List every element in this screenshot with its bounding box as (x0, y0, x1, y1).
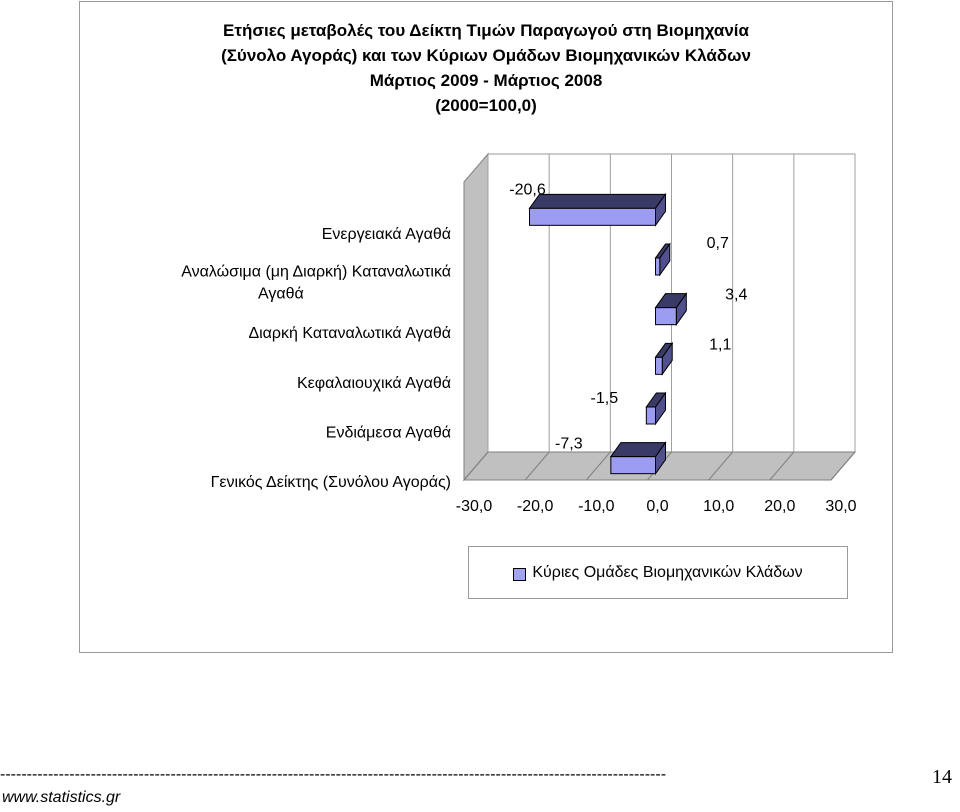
category-label: Αναλώσιμα (μη Διαρκή) Καταναλωτικά (181, 263, 451, 281)
x-tick-label: 10,0 (703, 498, 735, 515)
title-line-2: (Σύνολο Αγοράς) και των Κύριων Ομάδων Βιομηχανικών Κλάδων (221, 46, 751, 65)
bar-top (529, 194, 665, 208)
category-label: Γενικός Δείκτης (Συνόλου Αγοράς) (210, 474, 451, 492)
x-tick-label: 20,0 (764, 498, 796, 515)
page-number: 14 (932, 766, 952, 788)
bar (611, 457, 656, 474)
bar (646, 407, 655, 424)
bar (529, 208, 655, 225)
x-tick-label: 30,0 (825, 498, 857, 515)
bar (656, 258, 660, 275)
title-line-4: (2000=100,0) (435, 96, 537, 115)
category-label: Ενδιάμεσα Αγαθά (325, 424, 451, 442)
x-tick-label: -10,0 (578, 498, 615, 515)
x-tick-label: -30,0 (455, 498, 493, 515)
footer-rule: ----------------------------------------------------------------------------------------------------------------------------- (0, 766, 667, 783)
data-label: 1,1 (709, 336, 732, 354)
legend-swatch (513, 568, 526, 581)
category-label: Αγαθά (258, 285, 304, 303)
category-label: Ενεργειακά Αγαθά (321, 225, 451, 243)
x-tick-label: 0,0 (646, 498, 669, 515)
site-url: www.statistics.gr (2, 789, 121, 806)
data-label: 3,4 (725, 286, 748, 304)
category-label: Διαρκή Καταναλωτικά Αγαθά (248, 325, 451, 343)
data-label: -7,3 (555, 435, 583, 453)
legend (468, 546, 848, 599)
title-line-3: Μάρτιος 2009 - Μάρτιος 2008 (369, 71, 603, 90)
category-label: Κεφαλαιουχικά Αγαθά (297, 374, 451, 392)
data-label: -1,5 (590, 390, 619, 407)
bar (656, 308, 677, 325)
chart-side-wall (464, 154, 488, 480)
data-label: 0,7 (706, 235, 729, 252)
bar (656, 357, 663, 374)
x-tick-label: -20,0 (516, 498, 554, 515)
data-label: -20,6 (509, 181, 546, 199)
legend-label: Κύριες Ομάδες Βιομηχανικών Κλάδων (532, 563, 803, 581)
title-line-1: Ετήσιες μεταβολές του Δείκτη Τιμών Παραγωγού στη Βιομηχανία (223, 21, 749, 40)
